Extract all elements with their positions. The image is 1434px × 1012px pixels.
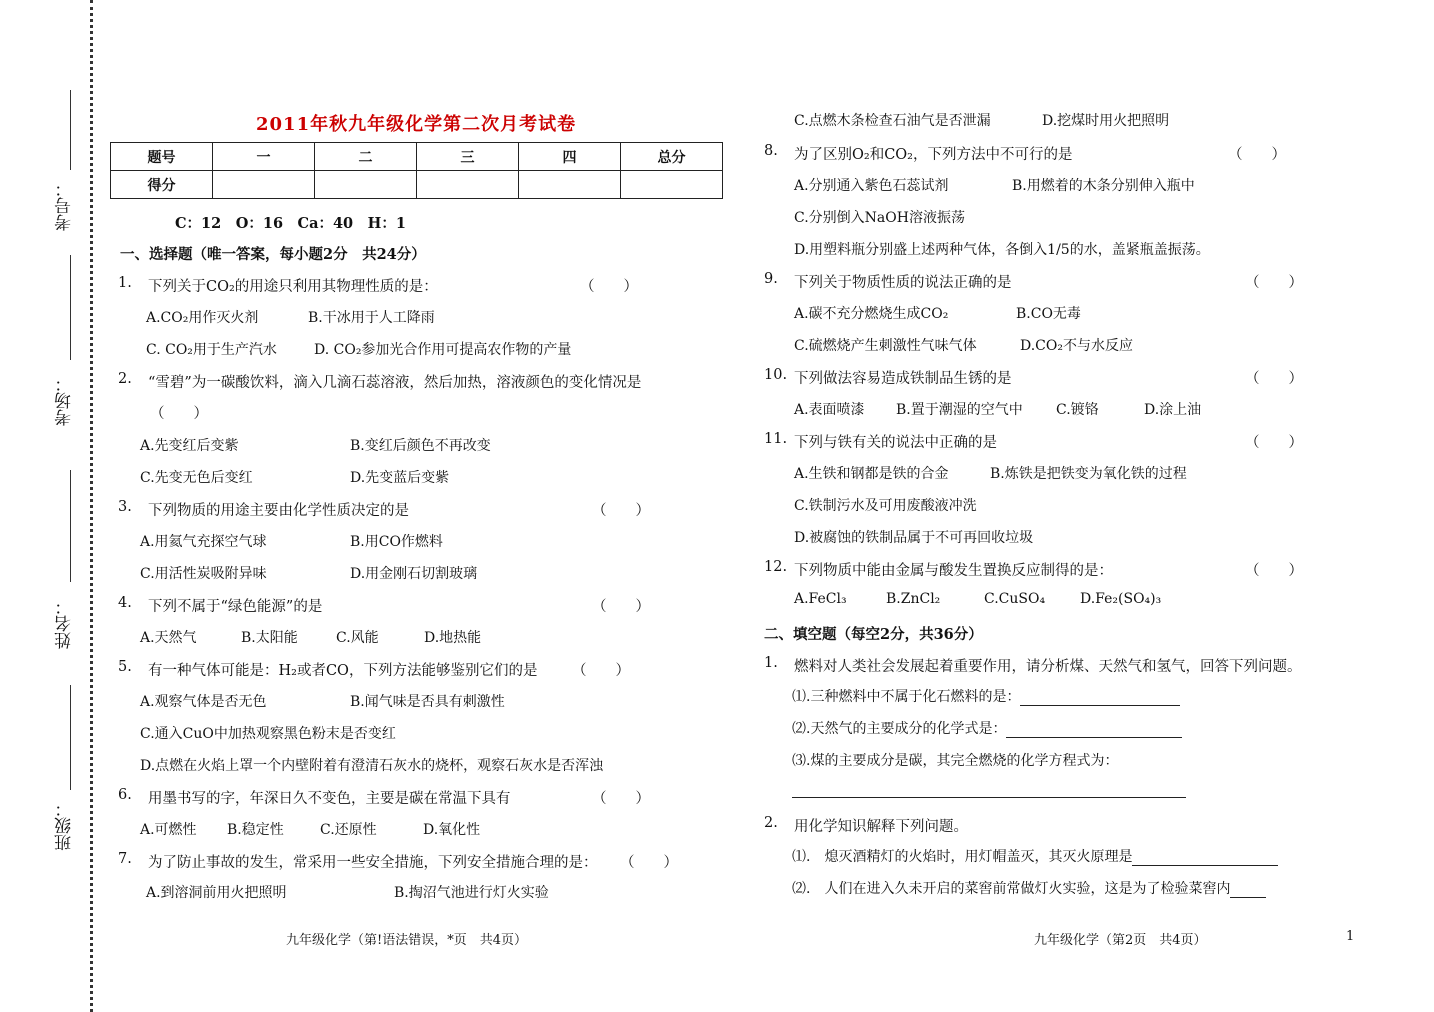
question-number: 11. [764, 431, 788, 447]
option: D.地热能 [424, 630, 482, 646]
fill-question-2-2 [792, 878, 1266, 898]
answer-paren: （ ） [1228, 147, 1286, 163]
score-cell[interactable] [417, 171, 519, 199]
option: A.生铁和钢都是铁的合金 [794, 466, 949, 482]
option: A.可燃性 [140, 822, 197, 838]
option: C.先变无色后变红 [140, 470, 253, 486]
question-number: 2. [118, 371, 132, 387]
question-text: 下列与铁有关的说法中正确的是 [794, 435, 997, 451]
option: A.观察气体是否无色 [140, 694, 267, 710]
score-table-score-row [111, 171, 723, 199]
question-number: 10. [764, 367, 788, 383]
exam-no-label: 考号： [55, 180, 75, 231]
answer-paren: （ ） [580, 279, 638, 295]
score-header-cell: 四 [519, 143, 621, 171]
section1-heading: 一、选择题（唯一答案，每小题2分 共24分） [120, 246, 426, 263]
option: A.用氦气充探空气球 [140, 534, 267, 550]
question-text: 燃料对人类社会发展起着重要作用，请分析煤、天然气和氢气，回答下列问题。 [794, 659, 1302, 675]
option: D.用金刚石切割玻璃 [350, 566, 478, 582]
option: C.CuSO₄ [984, 591, 1046, 607]
option: C.用活性炭吸附异味 [140, 566, 267, 582]
question-text: “雪碧”为一碳酸饮料，滴入几滴石蕊溶液，然后加热，溶液颜色的变化情况是 [148, 375, 642, 391]
fill-question-text: ⑴.三种燃料中不属于化石燃料的是： [792, 689, 1021, 705]
option: D.挖煤时用火把照明 [1042, 113, 1170, 129]
question-number: 1. [764, 655, 778, 671]
option: A.天然气 [140, 630, 197, 646]
binding-dotted-line [90, 0, 93, 1012]
option: D.被腐蚀的铁制品属于不可再回收垃圾 [794, 530, 1034, 546]
option: A.先变红后变紫 [140, 438, 239, 454]
option: B.掏沼气池进行灯火实验 [394, 885, 549, 901]
room-label: 考场： [55, 375, 75, 426]
room-line [70, 255, 71, 360]
fill-question-1-2 [792, 718, 1182, 738]
question-text: 下列物质中能由金属与酸发生置换反应制得的是： [794, 563, 1113, 579]
option: B.干冰用于人工降雨 [308, 310, 435, 326]
option: A.到溶洞前用火把照明 [146, 885, 287, 901]
answer-paren: （ ） [1245, 371, 1303, 387]
fill-question-text: ⑵. 人们在进入久未开启的菜窖前常做灯火实验，这是为了检验菜窖内 [792, 881, 1231, 897]
footer-left: 九年级化学（第!语法错误，*页 共4页） [286, 933, 527, 948]
option: C.还原性 [320, 822, 377, 838]
option: B.用燃着的木条分别伸入瓶中 [1012, 178, 1195, 194]
option: B.炼铁是把铁变为氧化铁的过程 [990, 466, 1187, 482]
option: B.ZnCl₂ [886, 591, 941, 607]
option: D.用塑料瓶分别盛上述两种气体，各倒入1/5的水，盖紧瓶盖振荡。 [794, 242, 1210, 258]
question-number: 5. [118, 659, 132, 675]
answer-paren: （ ） [1245, 275, 1303, 291]
score-cell[interactable] [519, 171, 621, 199]
option: C.镀铬 [1056, 402, 1099, 418]
option: B.CO无毒 [1016, 306, 1081, 322]
option: D.CO₂不与水反应 [1020, 338, 1133, 354]
option: D.Fe₂(SO₄)₃ [1080, 591, 1162, 607]
option: A.碳不充分燃烧生成CO₂ [794, 306, 949, 322]
footer-right: 九年级化学（第2页 共4页） [1034, 933, 1207, 948]
question-number: 1. [118, 275, 132, 291]
question-text: 有一种气体可能是：H₂或者CO，下列方法能够鉴别它们的是 [148, 663, 538, 679]
score-cell[interactable] [315, 171, 417, 199]
fill-question-1-1 [792, 686, 1180, 706]
answer-paren: （ ） [572, 663, 630, 679]
answer-paren: （ ） [592, 791, 650, 807]
question-number: 3. [118, 499, 132, 515]
answer-paren: （ ） [1245, 563, 1303, 579]
answer-blank[interactable] [1230, 883, 1266, 898]
answer-paren: （ ） [150, 406, 208, 422]
option: B.置于潮湿的空气中 [896, 402, 1023, 418]
page-title: 2011年秋九年级化学第二次月考试卷 [256, 114, 577, 135]
answer-paren: （ ） [592, 599, 650, 615]
option: A.表面喷漆 [794, 402, 865, 418]
score-header-cell: 一 [213, 143, 315, 171]
question-number: 8. [764, 143, 778, 159]
question-number: 2. [764, 815, 778, 831]
answer-paren: （ ） [592, 503, 650, 519]
option: D.氧化性 [423, 822, 481, 838]
score-table [110, 142, 723, 199]
class-line [70, 685, 71, 790]
question-number: 12. [764, 559, 788, 575]
option: C.通入CuO中加热观察黑色粉末是否变红 [140, 726, 396, 742]
option: C.硫燃烧产生刺激性气味气体 [794, 338, 977, 354]
class-label: 班级： [55, 800, 75, 851]
answer-blank[interactable] [1020, 691, 1180, 706]
score-cell[interactable] [213, 171, 315, 199]
question-text: 下列关于CO₂的用途只利用其物理性质的是： [148, 279, 438, 295]
question-text: 用化学知识解释下列问题。 [794, 819, 968, 835]
option: B.用CO作燃料 [350, 534, 443, 550]
option: C. CO₂用于生产汽水 [146, 342, 277, 358]
answer-blank[interactable] [792, 797, 1186, 798]
question-number: 6. [118, 787, 132, 803]
option: C.点燃木条检查石油气是否泄漏 [794, 113, 991, 129]
question-text: 下列物质的用途主要由化学性质决定的是 [148, 503, 409, 519]
name-line [70, 470, 71, 582]
exam-no-line [70, 90, 71, 170]
score-header-cell: 总分 [621, 143, 723, 171]
fill-question-2-1 [792, 846, 1278, 866]
option: A.FeCl₃ [794, 591, 847, 607]
option: B.稳定性 [227, 822, 284, 838]
option: C.分别倒入NaOH溶液振荡 [794, 210, 965, 226]
score-row-label: 得分 [111, 171, 213, 199]
answer-paren: （ ） [1245, 435, 1303, 451]
page-number: 1 [1346, 929, 1355, 944]
fill-question-text: ⑵.天然气的主要成分的化学式是： [792, 721, 1007, 737]
option: D. CO₂参加光合作用可提高农作物的产量 [314, 342, 572, 358]
score-cell[interactable] [621, 171, 723, 199]
option: A.CO₂用作灭火剂 [146, 310, 259, 326]
option: D.涂上油 [1144, 402, 1202, 418]
option: D.先变蓝后变紫 [350, 470, 450, 486]
option: B.太阳能 [241, 630, 298, 646]
answer-blank[interactable] [1132, 851, 1278, 866]
fill-question-text: ⑶.煤的主要成分是碳，其完全燃烧的化学方程式为： [792, 753, 1119, 769]
answer-paren: （ ） [620, 855, 678, 871]
option: A.分别通入紫色石蕊试剂 [794, 178, 949, 194]
question-text: 下列做法容易造成铁制品生锈的是 [794, 371, 1012, 387]
question-text: 下列关于物质性质的说法正确的是 [794, 275, 1012, 291]
score-header-cell: 三 [417, 143, 519, 171]
atomic-masses: C：12 O：16 Ca：40 H：1 [175, 215, 406, 232]
question-number: 4. [118, 595, 132, 611]
score-table-header-row [111, 143, 723, 171]
score-header-cell: 题号 [111, 143, 213, 171]
fill-question-1-3 [792, 750, 1118, 770]
option: D.点燃在火焰上罩一个内壁附着有澄清石灰水的烧杯，观察石灰水是否浑浊 [140, 758, 604, 774]
question-text: 为了区别O₂和CO₂，下列方法中不可行的是 [794, 147, 1073, 163]
name-label: 姓名： [55, 598, 75, 649]
question-text: 用墨书写的字，年深日久不变色，主要是碳在常温下具有 [148, 791, 511, 807]
answer-blank[interactable] [1006, 723, 1182, 738]
option: B.变红后颜色不再改变 [350, 438, 491, 454]
option: C.风能 [336, 630, 379, 646]
question-number: 9. [764, 271, 778, 287]
question-text: 为了防止事故的发生，常采用一些安全措施，下列安全措施合理的是： [148, 855, 598, 871]
option: B.闻气味是否具有刺激性 [350, 694, 505, 710]
option: C.铁制污水及可用废酸液冲洗 [794, 498, 977, 514]
score-header-cell: 二 [315, 143, 417, 171]
fill-question-text: ⑴. 熄灭酒精灯的火焰时，用灯帽盖灭，其灭火原理是 [792, 849, 1133, 865]
section2-heading: 二、填空题（每空2分，共36分） [764, 626, 983, 643]
question-number: 7. [118, 851, 132, 867]
question-text: 下列不属于“绿色能源”的是 [148, 599, 323, 615]
